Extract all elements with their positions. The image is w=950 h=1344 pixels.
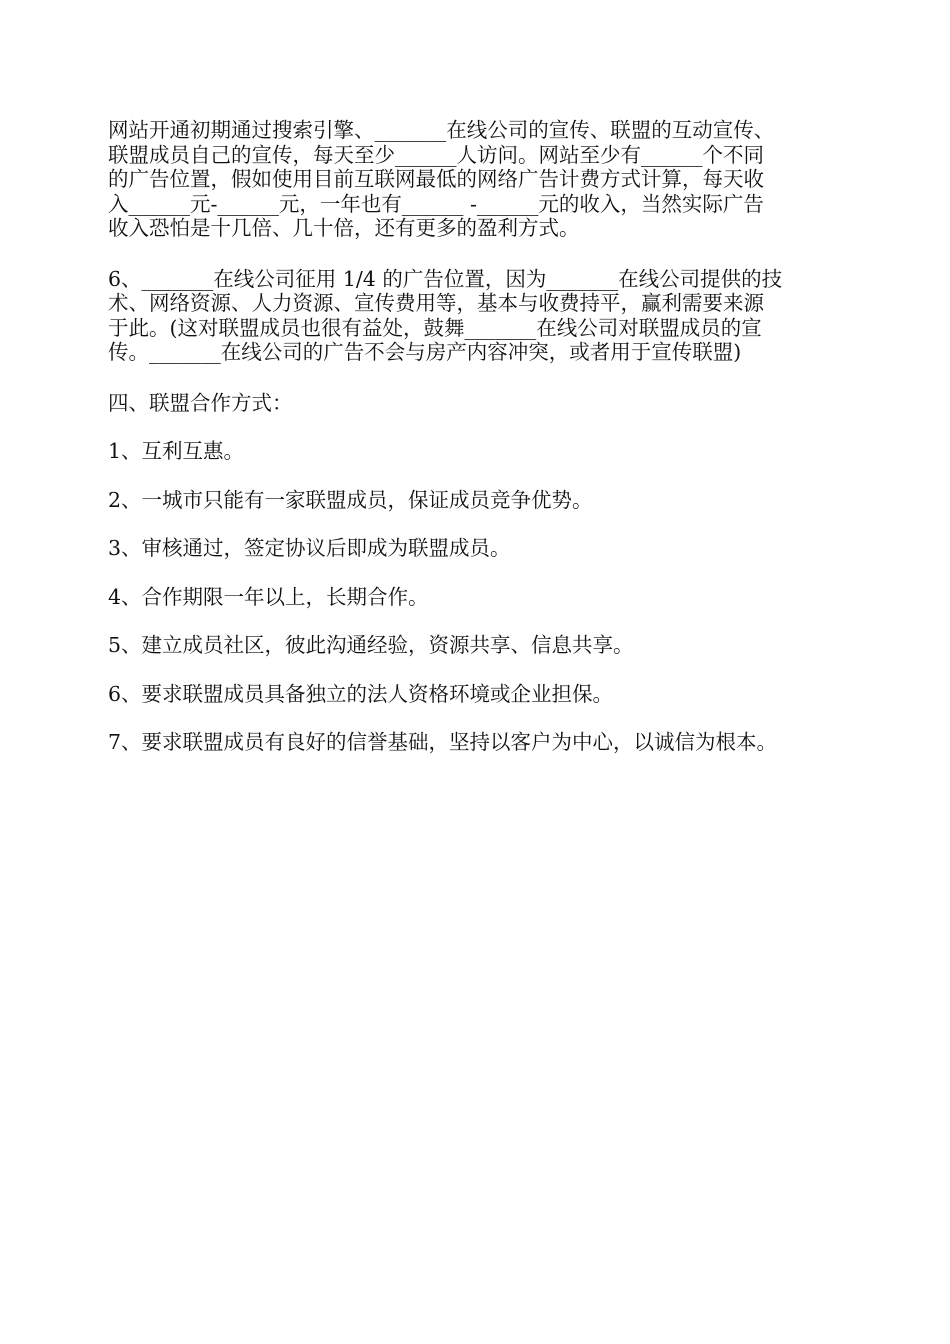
paragraph-line: 于此。(这对联盟成员也很有益处，鼓舞_______在线公司对联盟成员的宣 — [108, 315, 762, 340]
list-item: 7、要求联盟成员有良好的信誉基础，坚持以客户为中心，以诚信为根本。 — [108, 730, 778, 754]
paragraph-line: 术、网络资源、人力资源、宣传费用等，基本与收费持平，赢利需要来源 — [108, 291, 764, 315]
paragraph-line: 入______元-______元，一年也有______ -______元的收入，当然实际广告 — [108, 191, 764, 216]
paragraph-line: 收入恐怕是十几倍、几十倍，还有更多的盈利方式。 — [108, 216, 580, 240]
paragraph-ad-position — [108, 267, 842, 365]
list-item: 5、建立成员社区，彼此沟通经验，资源共享、信息共享。 — [108, 633, 634, 657]
paragraph-revenue — [108, 118, 842, 241]
list-item: 6、要求联盟成员具备独立的法人资格环境或企业担保。 — [108, 681, 614, 706]
document-page — [108, 118, 842, 779]
list-item: 1、互利互惠。 — [108, 439, 245, 463]
paragraph-line: 的广告位置，假如使用目前互联网最低的网络广告计费方式计算，每天收 — [108, 167, 764, 191]
paragraph-line: 联盟成员自己的宣传，每天至少______人访问。网站至少有______个不同 — [108, 142, 764, 167]
paragraph-line: 传。_______在线公司的广告不会与房产内容冲突，或者用于宣传联盟) — [108, 340, 742, 364]
list-item: 4、合作期限一年以上，长期合作。 — [108, 584, 429, 609]
paragraph-line: 网站开通初期通过搜索引擎、_______在线公司的宣传、联盟的互动宣传、 — [108, 118, 775, 142]
list-item: 2、一城市只能有一家联盟成员，保证成员竞争优势。 — [108, 487, 593, 512]
paragraph-line: 6、_______在线公司征用 1/4 的广告位置，因为_______在线公司提供的技 — [108, 266, 783, 291]
section-heading: 四、联盟合作方式： — [108, 390, 293, 415]
list-item: 3、审核通过，签定协议后即成为联盟成员。 — [108, 536, 511, 560]
